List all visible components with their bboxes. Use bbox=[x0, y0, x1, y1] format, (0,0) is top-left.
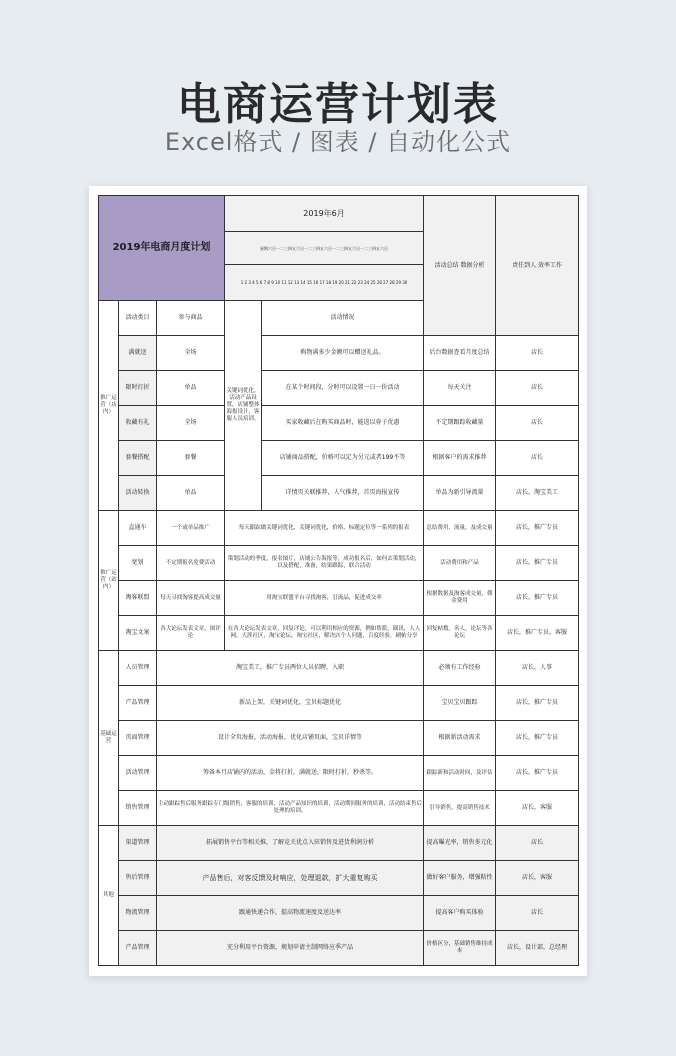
row-type: 活动管理 bbox=[119, 756, 157, 791]
col-header-type: 活动类目 bbox=[119, 301, 157, 336]
group-label: 基础运营 bbox=[99, 651, 119, 826]
group-label: 推广运营（店内） bbox=[99, 301, 119, 511]
row-summary: 提高客户购买体验 bbox=[424, 896, 496, 931]
row-owner: 店长，淘宝美工 bbox=[496, 476, 579, 511]
row-status: 设计全页海报，活动海报，优化店铺页面，宝贝详情等 bbox=[157, 721, 424, 756]
row-type: 收藏有礼 bbox=[119, 406, 157, 441]
group-label: 其他 bbox=[99, 826, 119, 966]
row-status: 新品上架，关键词优化，宝贝标题优化 bbox=[157, 686, 424, 721]
row-summary: 提高曝光率，销售多元化 bbox=[424, 826, 496, 861]
row-type: 宽划 bbox=[119, 546, 157, 581]
row-type: 产品管理 bbox=[119, 686, 157, 721]
row-summary: 引导销售，提高销售技术 bbox=[424, 791, 496, 826]
row-owner: 店长，人事 bbox=[496, 651, 579, 686]
row-owner: 店长 bbox=[496, 826, 579, 861]
row-type: 限时打折 bbox=[119, 371, 157, 406]
row-status: 买家收藏后在购买商品时，能返以券子优惠 bbox=[262, 406, 424, 441]
row-owner: 店长 bbox=[496, 371, 579, 406]
row-type: 满就送 bbox=[119, 336, 157, 371]
row-product: 各大论坛发表文章，图评论 bbox=[157, 616, 225, 651]
row-summary: 跟踪新和活动时间，及评估 bbox=[424, 756, 496, 791]
row-summary: 价格区分，基础销售维持成本 bbox=[424, 931, 496, 966]
summary-header: 活动总结 数据分析 bbox=[424, 196, 496, 336]
row-status: 在某个时间段，分时可以设置一日一价活动 bbox=[262, 371, 424, 406]
row-product: 全场 bbox=[157, 406, 225, 441]
row-owner: 店长，设计部，总经理 bbox=[496, 931, 579, 966]
page-title: 电商运营计划表 bbox=[177, 79, 499, 130]
row-status: 在各大论坛发表文章，回复评论，可以利用相应的资源，例如帮派，圈讯，人人网，天涯社区，淘宝论坛，淘宝社区，解决店个人问题，百度经验，刷帖分享 bbox=[225, 616, 424, 651]
row-owner: 店长，客服 bbox=[496, 861, 579, 896]
row-owner: 店长 bbox=[496, 441, 579, 476]
row-type: 销售管理 bbox=[119, 791, 157, 826]
row-product: 套餐 bbox=[157, 441, 225, 476]
row-product: 不定期报名免费活动 bbox=[157, 546, 225, 581]
row-owner: 店长 bbox=[496, 406, 579, 441]
row-status: 购物满多少金额可以赠送礼品。 bbox=[262, 336, 424, 371]
row-type: 页面管理 bbox=[119, 721, 157, 756]
row-status: 产品售后，对客反馈及时响应，处理退款，扩大重复购买 bbox=[157, 861, 424, 896]
row-type: 产品管理 bbox=[119, 931, 157, 966]
row-status: 淘宝美工，推广专员两位人员招聘，入职 bbox=[157, 651, 424, 686]
row-product: 单品 bbox=[157, 371, 225, 406]
row-summary: 根据客户的需求推荐 bbox=[424, 441, 496, 476]
row-status: 店铺商品搭配，价格可以定为另元或者199不等 bbox=[262, 441, 424, 476]
row-owner: 店长，推广专员 bbox=[496, 546, 579, 581]
row-summary: 回复帖数，名人，论坛等各论坛 bbox=[424, 616, 496, 651]
row-summary: 每天关注 bbox=[424, 371, 496, 406]
month-cell: 2019年6月 bbox=[225, 196, 424, 232]
row-status: 策划活动的季度，报名图片，店铺公告海报等，成功报名后，如何去策划活动，以及搭配，准备，结果跟踪，联合活动 bbox=[225, 546, 424, 581]
row-status: 跟通快递合作，提高物流速度及送达率 bbox=[157, 896, 424, 931]
row-owner: 店长，推广专员 bbox=[496, 511, 579, 546]
row-status: 每天跟踪做关键词优化，关键词优化，价格，标题定位等一系列的报表 bbox=[225, 511, 424, 546]
row-owner: 店长，推广专员 bbox=[496, 686, 579, 721]
row-owner: 店长，推广专员 bbox=[496, 756, 579, 791]
row-summary: 根据数据及淘客成交量，佣金费用 bbox=[424, 581, 496, 616]
row-product: 一个或单品推广 bbox=[157, 511, 225, 546]
row-type: 直通车 bbox=[119, 511, 157, 546]
row-status: 筹备本月店铺内的活动，金将打折，满就送，限时打折，秒杀等。 bbox=[157, 756, 424, 791]
row-summary: 总结费用，流量，及成交量 bbox=[424, 511, 496, 546]
row-type: 套餐搭配 bbox=[119, 441, 157, 476]
row-status: 用淘宝联盟平台寻找淘客，引流品，促进成交率 bbox=[225, 581, 424, 616]
row-owner: 店长，客服 bbox=[496, 791, 579, 826]
row-type: 物流管理 bbox=[119, 896, 157, 931]
row-summary: 根据新活动需求 bbox=[424, 721, 496, 756]
row-summary: 宝贝宝贝跟踪 bbox=[424, 686, 496, 721]
date-row: 1 2 3 4 5 6 7 8 9 10 11 12 13 14 15 16 17 18 19 20 21 22 23 24 25 26 27 28 29 30 bbox=[225, 265, 424, 301]
row-summary: 必须有工作经验 bbox=[424, 651, 496, 686]
weekday-row: 星期六日一二三四五六日一二三四五六日一二三四五六日一二三四五六日 bbox=[225, 232, 424, 265]
row-type: 售后管理 bbox=[119, 861, 157, 896]
row-type: 淘宝文案 bbox=[119, 616, 157, 651]
row-owner: 店长，推广专员 bbox=[496, 581, 579, 616]
row-summary: 后台数据查看月度总结 bbox=[424, 336, 496, 371]
row-owner: 店长 bbox=[496, 336, 579, 371]
row-status: 拓展销售平台等相关推，了解竞关优点入驻销售及进货利润分析 bbox=[157, 826, 424, 861]
row-status: 详情页关联推荐，人气推荐，首页海报宣传 bbox=[262, 476, 424, 511]
row-product: 每天寻找淘客提高成交量 bbox=[157, 581, 225, 616]
row-type: 人员管理 bbox=[119, 651, 157, 686]
row-status: 充分利用平台资源，规划申请主制网络应季产品 bbox=[157, 931, 424, 966]
row-owner: 店长 bbox=[496, 896, 579, 931]
row-summary: 不定期跟踪收藏量 bbox=[424, 406, 496, 441]
row-summary: 活动费用和产品 bbox=[424, 546, 496, 581]
row-product: 单品 bbox=[157, 476, 225, 511]
row-status: 主动跟踪售后服务跟踪专门级销售，客服的培训，活动产品知识的培训，活动期间服务的培训，活动结束售后处理的培训。 bbox=[157, 791, 424, 826]
page-subtitle: Excel格式 / 图表 / 自动化公式 bbox=[164, 128, 512, 156]
row-owner: 店长，推广专员 bbox=[496, 721, 579, 756]
plan-cell: 关键词优化，活动产品设置，店铺整体海报设计，客服人员培训。 bbox=[225, 301, 262, 511]
col-header-status: 活动情况 bbox=[262, 301, 424, 336]
spreadsheet-card bbox=[89, 186, 587, 976]
main-title-cell: 2019年电商月度计划 bbox=[99, 196, 225, 301]
row-summary: 做好客户服务，增强粘性 bbox=[424, 861, 496, 896]
row-summary: 单品为新引导流量 bbox=[424, 476, 496, 511]
row-owner: 店长，推广专员，客服 bbox=[496, 616, 579, 651]
plan-table bbox=[98, 195, 579, 966]
row-product: 全场 bbox=[157, 336, 225, 371]
owner-header: 责任到人 效率工作 bbox=[496, 196, 579, 336]
row-type: 淘客联盟 bbox=[119, 581, 157, 616]
row-type: 活动转换 bbox=[119, 476, 157, 511]
group-label: 推广运营（站内） bbox=[99, 511, 119, 651]
col-header-product: 参与商品 bbox=[157, 301, 225, 336]
row-type: 渠道管理 bbox=[119, 826, 157, 861]
